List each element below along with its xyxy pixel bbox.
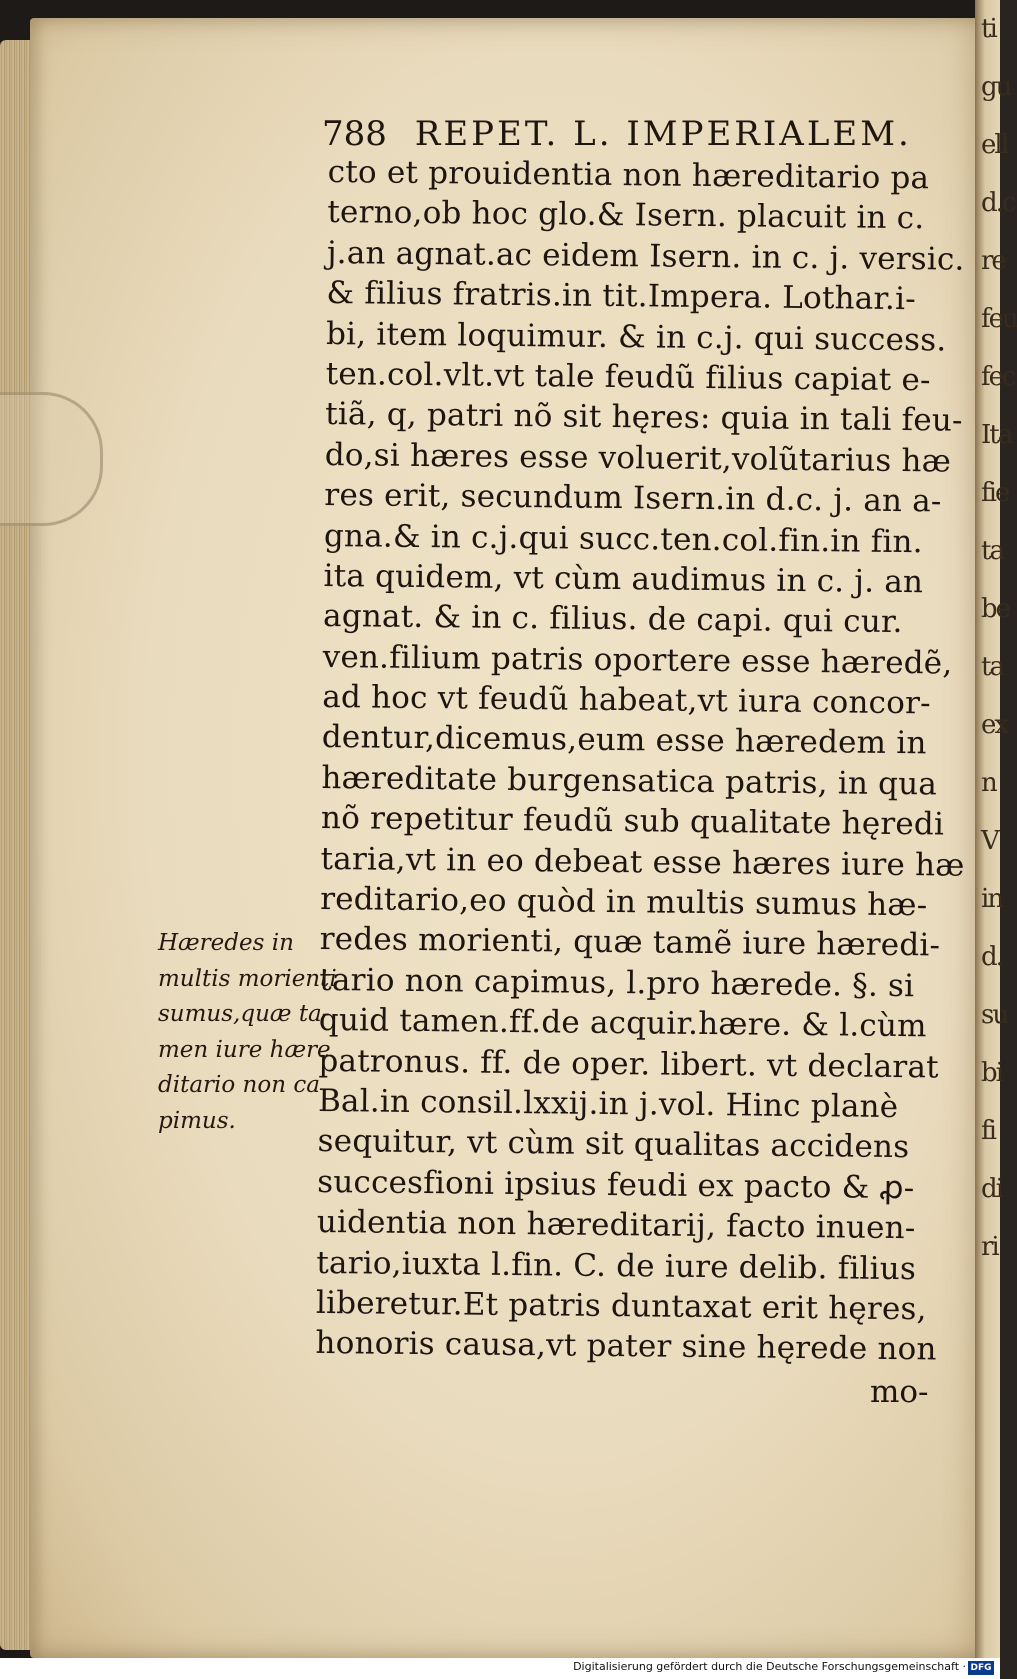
digitization-footer bbox=[0, 1658, 1000, 1679]
facing-page-fragment: re bbox=[981, 246, 1005, 276]
page-header bbox=[322, 114, 912, 154]
facing-page-sliver bbox=[975, 0, 1017, 1660]
facing-page-fragment: fie bbox=[981, 478, 1009, 508]
text-line: & filius fratris.in tit.Impera. Lothar.i- bbox=[326, 275, 917, 318]
text-line: quid tamen.ff.de acquir.hære. & l.cùm bbox=[318, 1002, 927, 1045]
text-line: taria,vt in eo debeat esse hæres iure hæ bbox=[320, 840, 965, 884]
text-line: tario,iuxta l.fin. C. de iure delib. filius bbox=[316, 1244, 917, 1287]
footer-credit: Digitalisierung gefördert durch die Deutsche Forschungsgemeinschaft · bbox=[573, 1660, 966, 1673]
marginal-note-line: pimus. bbox=[158, 1107, 236, 1134]
text-line: tiã, q, patri nõ sit hęres: quia in tali feu- bbox=[325, 396, 963, 440]
page-clip bbox=[0, 392, 103, 526]
main-text-block bbox=[315, 152, 965, 1370]
facing-page-fragment: su bbox=[981, 1000, 1008, 1030]
marginal-note-line: Hæredes in bbox=[158, 930, 294, 956]
text-line: honoris causa,vt pater sine hęrede non bbox=[315, 1325, 937, 1368]
text-line: bi, item loquimur. & in c.j. qui success. bbox=[325, 315, 947, 359]
marginal-note-line: sumus,quæ ta- bbox=[158, 1001, 330, 1027]
facing-page-fragment: n bbox=[981, 768, 996, 798]
facing-page-fragment: di bbox=[981, 1174, 1002, 1204]
text-line: succesfioni ipsius feudi ex pacto & ꝓ- bbox=[317, 1163, 915, 1206]
facing-page-fragment: d. bbox=[981, 942, 1002, 972]
text-line: liberetur.Et patris duntaxat erit hęres, bbox=[315, 1284, 927, 1328]
facing-page-fragment: ti bbox=[981, 14, 996, 44]
text-line: terno,ob hoc glo.& Isern. placuit in c. bbox=[327, 194, 925, 237]
text-line: tario non capimus, l.pro hærede. §. si bbox=[319, 961, 915, 1004]
dfg-logo-icon: DFG bbox=[968, 1661, 994, 1675]
facing-page-fragment: fi bbox=[981, 1116, 995, 1146]
facing-page-fragment: ell bbox=[981, 130, 1008, 160]
text-line: do,si hæres esse voluerit,volũtarius hæ bbox=[324, 436, 952, 480]
text-line: gna.& in c.j.qui succ.ten.col.fin.in fin. bbox=[323, 517, 923, 560]
facing-page-fragment: bi bbox=[981, 1058, 1002, 1088]
text-line: patronus. ff. de oper. libert. vt declarat bbox=[318, 1042, 939, 1086]
text-line: ten.col.vlt.vt tale feudũ filius capiat e- bbox=[325, 355, 931, 399]
page-number: 788 bbox=[322, 114, 387, 154]
text-line: res erit, secundum Isern.in d.c. j. an a- bbox=[324, 477, 942, 520]
facing-page-fragment: ta bbox=[981, 536, 1003, 566]
marginal-note-line: ditario non ca bbox=[158, 1072, 320, 1098]
facing-page-fragment: be bbox=[981, 594, 1010, 624]
text-line: redes morienti, quæ tamẽ iure hæredi- bbox=[319, 921, 941, 964]
facing-page-fragment: feu bbox=[981, 304, 1017, 334]
text-line: ad hoc vt feudũ habeat,vt iura concor- bbox=[322, 679, 931, 722]
facing-page-fragment: ex bbox=[981, 710, 1008, 740]
text-line: agnat. & in c. filius. de capi. qui cur. bbox=[322, 598, 903, 641]
text-line: reditario,eo quòd in multis sumus hæ- bbox=[319, 880, 928, 924]
facing-page-fragment: ta bbox=[981, 652, 1003, 682]
text-line: hæreditate burgensatica patris, in qua bbox=[321, 759, 938, 803]
facing-page-fragment: in bbox=[981, 884, 1003, 914]
marginal-note-line: men iure hære bbox=[158, 1036, 331, 1063]
text-line: cto et prouidentia non hæreditario pa bbox=[327, 153, 930, 197]
marginal-note bbox=[158, 926, 337, 1139]
catchword: mo- bbox=[870, 1374, 929, 1410]
text-line: ven.filium patris oportere esse hæredẽ, bbox=[322, 638, 953, 682]
text-line: dentur,dicemus,eum esse hæredem in bbox=[321, 719, 927, 762]
text-line: nõ repetitur feudũ sub qualitate hęredi bbox=[320, 800, 945, 843]
text-line: Bal.in consil.lxxij.in j.vol. Hinc planè bbox=[317, 1082, 899, 1126]
running-title: REPET. L. IMPERIALEM. bbox=[414, 114, 912, 154]
marginal-note-line: multis morienti bbox=[158, 965, 337, 992]
text-line: uidentia non hæreditarij, facto inuen- bbox=[316, 1204, 916, 1247]
text-line: sequitur, vt cùm sit qualitas accidens bbox=[317, 1123, 910, 1166]
page-edge bbox=[0, 40, 34, 1650]
text-line: ita quidem, vt cùm audimus in c. j. an bbox=[323, 557, 924, 601]
text-line: j.an agnat.ac eidem Isern. in c. j. versic. bbox=[326, 234, 965, 278]
facing-page-fragment: d.c bbox=[981, 188, 1015, 218]
facing-page-fragment: gu bbox=[981, 72, 1011, 102]
facing-page-fragment: ri bbox=[981, 1232, 998, 1262]
facing-page-fragment: V bbox=[981, 826, 998, 856]
facing-page-fragment: fec bbox=[981, 362, 1015, 392]
facing-page-fragment: Ita bbox=[981, 420, 1012, 450]
